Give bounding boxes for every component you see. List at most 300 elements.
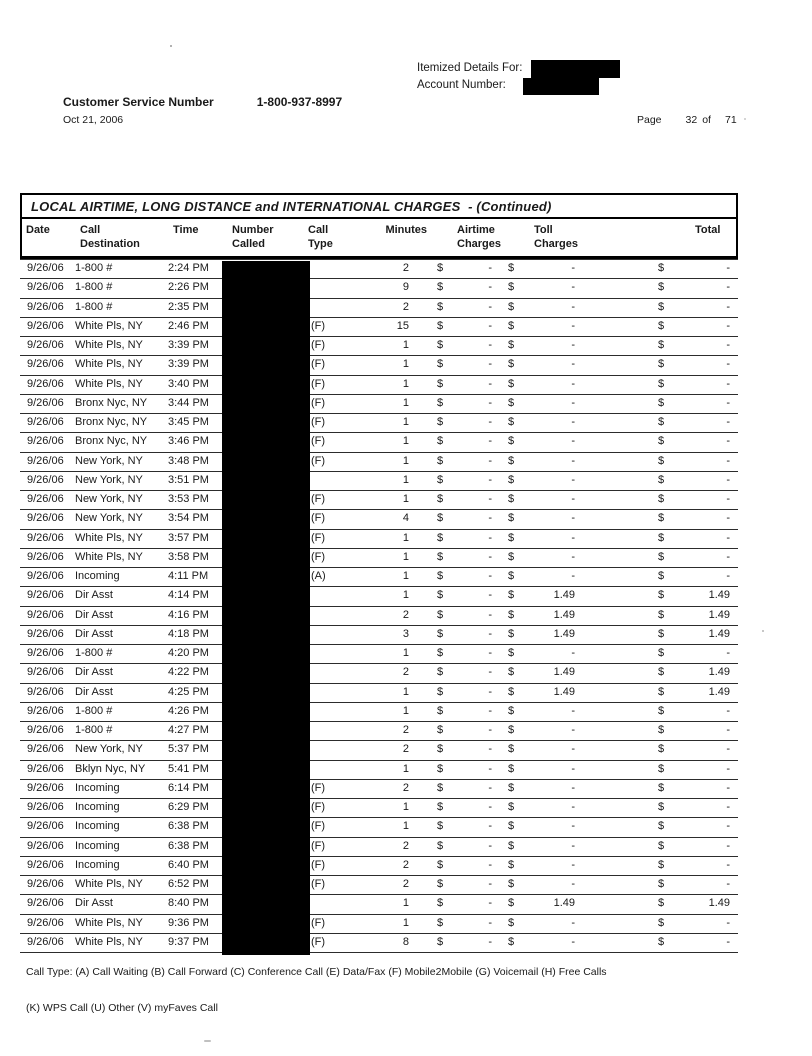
cell-date: 9/26/06 <box>27 319 64 332</box>
cell-minutes: 2 <box>402 300 409 313</box>
cell-date: 9/26/06 <box>27 820 64 833</box>
table-row <box>20 645 738 664</box>
page-number: 32 <box>685 114 698 126</box>
page-indicator <box>637 114 737 126</box>
table-row <box>20 761 738 780</box>
cell-toll-charges: $ 1.49 <box>508 627 575 640</box>
cell-time: 3:39 PM <box>168 358 209 371</box>
cell-time: 5:41 PM <box>168 762 209 775</box>
cell-call-type: (A) <box>311 570 326 582</box>
cell-airtime-charges: $ - <box>437 801 492 813</box>
cell-call-type: (F) <box>311 550 326 563</box>
cell-time: 2:26 PM <box>168 281 209 294</box>
cell-destination: New York, NY <box>75 454 143 467</box>
cell-time: 8:40 PM <box>168 897 209 910</box>
cell-destination: 1-800 # <box>75 300 113 313</box>
customer-service-label: Customer Service Number <box>63 95 214 109</box>
cell-date: 9/26/06 <box>27 339 64 351</box>
cell-minutes: 1 <box>402 435 409 448</box>
cell-time: 4:16 PM <box>168 608 209 621</box>
cell-date: 9/26/06 <box>27 358 64 371</box>
cell-total: $ - <box>658 801 730 813</box>
cell-destination: 1-800 # <box>75 704 113 717</box>
cell-call-type: (F) <box>311 878 326 890</box>
cell-airtime-charges: $ - <box>437 416 492 428</box>
cell-date: 9/26/06 <box>27 435 64 448</box>
cell-toll-charges: $ - <box>508 473 575 486</box>
cell-call-type: (F) <box>311 339 326 351</box>
redaction-account-number <box>523 78 599 95</box>
cell-toll-charges: $ - <box>508 743 575 756</box>
cell-time: 2:46 PM <box>168 319 209 332</box>
cell-destination: Bronx Nyc, NY <box>75 416 148 428</box>
cell-airtime-charges: $ - <box>437 493 492 505</box>
cell-destination: New York, NY <box>75 512 143 525</box>
cell-toll-charges: $ - <box>508 570 575 582</box>
cell-destination: Dir Asst <box>75 666 113 679</box>
cell-toll-charges: $ - <box>508 647 575 659</box>
itemized-details-block <box>417 60 522 94</box>
cell-destination: Bronx Nyc, NY <box>75 396 148 409</box>
cell-total: $ - <box>658 743 730 756</box>
cell-minutes: 2 <box>402 608 409 621</box>
cell-minutes: 2 <box>402 858 409 871</box>
cell-airtime-charges: $ - <box>437 858 492 871</box>
table-row <box>20 279 738 298</box>
account-number-label: Account Number: <box>417 79 506 91</box>
table-row <box>20 799 738 818</box>
cell-destination: Dir Asst <box>75 897 113 910</box>
customer-service-number: 1-800-937-8997 <box>256 95 343 109</box>
cell-destination: White Pls, NY <box>75 377 143 390</box>
cell-date: 9/26/06 <box>27 473 64 486</box>
cell-minutes: 2 <box>402 743 409 756</box>
table-title: LOCAL AIRTIME, LONG DISTANCE and INTERNATIONAL CHARGES - (Continued) <box>20 193 738 219</box>
cell-airtime-charges: $ - <box>437 897 492 910</box>
scan-artifact <box>762 630 764 632</box>
statement-date: Oct 21, 2006 <box>63 114 124 126</box>
cell-minutes: 1 <box>402 416 409 428</box>
cell-destination: Incoming <box>75 570 120 582</box>
cell-time: 5:37 PM <box>168 743 209 756</box>
cell-total: $ - <box>658 724 730 736</box>
cell-destination: Bronx Nyc, NY <box>75 435 148 448</box>
cell-time: 9:36 PM <box>168 916 209 929</box>
scan-artifact <box>204 1040 211 1042</box>
table-row <box>20 414 738 433</box>
cell-destination: Incoming <box>75 839 120 852</box>
table-row <box>20 664 738 683</box>
charges-table <box>20 193 738 953</box>
cell-airtime-charges: $ - <box>437 339 492 351</box>
cell-time: 3:39 PM <box>168 339 209 351</box>
itemized-for-label: Itemized Details For: <box>417 62 523 74</box>
cell-date: 9/26/06 <box>27 743 64 756</box>
cell-destination: White Pls, NY <box>75 358 143 371</box>
cell-minutes: 1 <box>402 358 409 371</box>
col-header-time: Time <box>173 224 199 236</box>
table-row <box>20 549 738 568</box>
cell-date: 9/26/06 <box>27 262 64 274</box>
cell-total: $ - <box>658 454 730 467</box>
cell-airtime-charges: $ - <box>437 473 492 486</box>
cell-call-type: (F) <box>311 512 326 525</box>
cell-minutes: 1 <box>402 685 409 698</box>
cell-total: $ - <box>658 839 730 852</box>
cell-total: $ - <box>658 339 730 351</box>
col-header-toll-charges: Toll Charges <box>534 224 579 250</box>
cell-call-type: (F) <box>311 416 326 428</box>
cell-date: 9/26/06 <box>27 704 64 717</box>
cell-time: 3:57 PM <box>168 531 209 544</box>
cell-toll-charges: $ - <box>508 281 575 294</box>
table-row <box>20 780 738 799</box>
cell-airtime-charges: $ - <box>437 531 492 544</box>
call-rows <box>20 259 738 953</box>
cell-total: $ - <box>658 781 730 794</box>
cell-airtime-charges: $ - <box>437 666 492 679</box>
cell-time: 4:14 PM <box>168 589 209 602</box>
cell-destination: Incoming <box>75 820 120 833</box>
cell-toll-charges: $ 1.49 <box>508 685 575 698</box>
cell-toll-charges: $ - <box>508 839 575 852</box>
page-of-label: of <box>702 114 711 126</box>
cell-destination: Dir Asst <box>75 589 113 602</box>
cell-date: 9/26/06 <box>27 935 64 948</box>
scan-artifact <box>170 45 172 47</box>
cell-total: $ 1.49 <box>658 589 730 602</box>
cell-date: 9/26/06 <box>27 300 64 313</box>
cell-toll-charges: $ - <box>508 724 575 736</box>
cell-airtime-charges: $ - <box>437 300 492 313</box>
cell-airtime-charges: $ - <box>437 935 492 948</box>
cell-total: $ 1.49 <box>658 897 730 910</box>
col-header-total: Total <box>695 224 721 236</box>
cell-toll-charges: $ 1.49 <box>508 666 575 679</box>
cell-destination: White Pls, NY <box>75 531 143 544</box>
cell-toll-charges: $ - <box>508 878 575 890</box>
cell-total: $ 1.49 <box>658 608 730 621</box>
cell-airtime-charges: $ - <box>437 281 492 294</box>
cell-total: $ - <box>658 416 730 428</box>
cell-toll-charges: $ 1.49 <box>508 589 575 602</box>
cell-airtime-charges: $ - <box>437 839 492 852</box>
cell-minutes: 2 <box>402 781 409 794</box>
table-row <box>20 491 738 510</box>
cell-date: 9/26/06 <box>27 762 64 775</box>
table-row <box>20 722 738 741</box>
cell-minutes: 9 <box>402 281 409 294</box>
cell-toll-charges: $ - <box>508 396 575 409</box>
cell-airtime-charges: $ - <box>437 319 492 332</box>
cell-minutes: 8 <box>402 935 409 948</box>
cell-toll-charges: $ - <box>508 319 575 332</box>
call-type-legend-line1: Call Type: (A) Call Waiting (B) Call Forward (C) Conference Call (E) Data/Fax (F) Mobile2Mobile (G) Voicemail (H) Free Calls <box>26 966 607 978</box>
cell-airtime-charges: $ - <box>437 589 492 602</box>
cell-time: 4:20 PM <box>168 647 209 659</box>
table-row <box>20 915 738 934</box>
cell-airtime-charges: $ - <box>437 570 492 582</box>
cell-airtime-charges: $ - <box>437 762 492 775</box>
cell-time: 3:51 PM <box>168 473 209 486</box>
cell-time: 3:48 PM <box>168 454 209 467</box>
cell-date: 9/26/06 <box>27 916 64 929</box>
redaction-customer-name <box>531 60 620 78</box>
redaction-numbers-called <box>222 261 310 955</box>
cell-time: 3:54 PM <box>168 512 209 525</box>
cell-date: 9/26/06 <box>27 493 64 505</box>
cell-time: 2:35 PM <box>168 300 209 313</box>
cell-total: $ - <box>658 512 730 525</box>
cell-call-type: (F) <box>311 358 326 371</box>
cell-total: $ - <box>658 493 730 505</box>
cell-total: $ - <box>658 935 730 948</box>
cell-minutes: 1 <box>402 531 409 544</box>
cell-toll-charges: $ - <box>508 801 575 813</box>
cell-date: 9/26/06 <box>27 281 64 294</box>
cell-destination: 1-800 # <box>75 281 113 294</box>
cell-toll-charges: $ - <box>508 300 575 313</box>
cell-date: 9/26/06 <box>27 801 64 813</box>
cell-airtime-charges: $ - <box>437 820 492 833</box>
cell-minutes: 2 <box>402 262 409 274</box>
cell-time: 4:27 PM <box>168 724 209 736</box>
table-row <box>20 838 738 857</box>
cell-call-type: (F) <box>311 858 326 871</box>
cell-date: 9/26/06 <box>27 858 64 871</box>
cell-airtime-charges: $ - <box>437 377 492 390</box>
cell-date: 9/26/06 <box>27 396 64 409</box>
cell-minutes: 1 <box>402 589 409 602</box>
cell-date: 9/26/06 <box>27 666 64 679</box>
cell-minutes: 1 <box>402 454 409 467</box>
cell-total: $ - <box>658 281 730 294</box>
cell-total: $ - <box>658 319 730 332</box>
cell-airtime-charges: $ - <box>437 512 492 525</box>
cell-call-type: (F) <box>311 801 326 813</box>
cell-time: 4:26 PM <box>168 704 209 717</box>
cell-time: 4:25 PM <box>168 685 209 698</box>
cell-airtime-charges: $ - <box>437 358 492 371</box>
cell-total: $ - <box>658 300 730 313</box>
cell-time: 4:22 PM <box>168 666 209 679</box>
cell-toll-charges: $ - <box>508 762 575 775</box>
cell-total: $ - <box>658 647 730 659</box>
cell-time: 6:38 PM <box>168 839 209 852</box>
cell-call-type: (F) <box>311 531 326 544</box>
cell-total: $ 1.49 <box>658 685 730 698</box>
table-row <box>20 876 738 895</box>
cell-toll-charges: $ - <box>508 358 575 371</box>
table-row <box>20 260 738 279</box>
table-row <box>20 607 738 626</box>
cell-time: 3:40 PM <box>168 377 209 390</box>
cell-destination: Dir Asst <box>75 627 113 640</box>
table-row <box>20 587 738 606</box>
cell-call-type: (F) <box>311 916 326 929</box>
cell-airtime-charges: $ - <box>437 916 492 929</box>
cell-minutes: 1 <box>402 916 409 929</box>
cell-airtime-charges: $ - <box>437 262 492 274</box>
cell-time: 6:14 PM <box>168 781 209 794</box>
cell-date: 9/26/06 <box>27 570 64 582</box>
cell-date: 9/26/06 <box>27 839 64 852</box>
cell-toll-charges: $ - <box>508 531 575 544</box>
table-row <box>20 530 738 549</box>
cell-destination: New York, NY <box>75 743 143 756</box>
cell-call-type: (F) <box>311 781 326 794</box>
cell-toll-charges: $ - <box>508 820 575 833</box>
cell-minutes: 1 <box>402 801 409 813</box>
table-row <box>20 472 738 491</box>
cell-date: 9/26/06 <box>27 878 64 890</box>
cell-destination: White Pls, NY <box>75 319 143 332</box>
cell-call-type: (F) <box>311 935 326 948</box>
cell-date: 9/26/06 <box>27 531 64 544</box>
table-row <box>20 934 738 953</box>
cell-date: 9/26/06 <box>27 724 64 736</box>
table-row <box>20 433 738 452</box>
cell-airtime-charges: $ - <box>437 704 492 717</box>
col-header-airtime-charges: Airtime Charges <box>457 224 502 250</box>
cell-airtime-charges: $ - <box>437 685 492 698</box>
cell-call-type: (F) <box>311 839 326 852</box>
cell-date: 9/26/06 <box>27 454 64 467</box>
cell-toll-charges: $ - <box>508 262 575 274</box>
cell-total: $ - <box>658 531 730 544</box>
cell-minutes: 15 <box>396 319 409 332</box>
cell-call-type: (F) <box>311 435 326 448</box>
cell-date: 9/26/06 <box>27 608 64 621</box>
cell-destination: 1-800 # <box>75 724 113 736</box>
cell-time: 2:24 PM <box>168 262 209 274</box>
cell-destination: White Pls, NY <box>75 339 143 351</box>
cell-minutes: 1 <box>402 396 409 409</box>
cell-toll-charges: $ - <box>508 435 575 448</box>
table-row <box>20 453 738 472</box>
cell-total: $ - <box>658 570 730 582</box>
table-row <box>20 510 738 529</box>
page-label: Page <box>637 114 662 126</box>
table-row <box>20 741 738 760</box>
cell-airtime-charges: $ - <box>437 743 492 756</box>
cell-destination: 1-800 # <box>75 262 113 274</box>
table-row <box>20 568 738 587</box>
cell-airtime-charges: $ - <box>437 724 492 736</box>
table-header-row <box>20 219 738 259</box>
cell-date: 9/26/06 <box>27 685 64 698</box>
cell-minutes: 4 <box>402 512 409 525</box>
cell-toll-charges: $ - <box>508 339 575 351</box>
cell-total: $ - <box>658 878 730 890</box>
cell-minutes: 3 <box>402 627 409 640</box>
cell-toll-charges: $ - <box>508 916 575 929</box>
cell-date: 9/26/06 <box>27 416 64 428</box>
cell-destination: White Pls, NY <box>75 878 143 890</box>
cell-destination: Incoming <box>75 781 120 794</box>
table-row <box>20 703 738 722</box>
cell-time: 4:11 PM <box>168 570 209 582</box>
cell-call-type: (F) <box>311 377 326 390</box>
cell-total: $ - <box>658 820 730 833</box>
table-row <box>20 356 738 375</box>
cell-toll-charges: $ - <box>508 550 575 563</box>
cell-minutes: 1 <box>402 762 409 775</box>
cell-date: 9/26/06 <box>27 377 64 390</box>
cell-destination: Dir Asst <box>75 685 113 698</box>
cell-call-type: (F) <box>311 319 326 332</box>
scan-artifact <box>744 118 746 120</box>
cell-destination: Dir Asst <box>75 608 113 621</box>
table-row <box>20 684 738 703</box>
cell-time: 3:44 PM <box>168 396 209 409</box>
cell-time: 9:37 PM <box>168 935 209 948</box>
cell-minutes: 2 <box>402 878 409 890</box>
cell-call-type: (F) <box>311 454 326 467</box>
table-row <box>20 299 738 318</box>
cell-total: $ - <box>658 377 730 390</box>
cell-toll-charges: $ 1.49 <box>508 608 575 621</box>
col-header-minutes: Minutes <box>385 224 427 236</box>
table-row <box>20 895 738 914</box>
cell-call-type: (F) <box>311 396 326 409</box>
cell-destination: White Pls, NY <box>75 550 143 563</box>
cell-total: $ - <box>658 550 730 563</box>
cell-minutes: 1 <box>402 550 409 563</box>
cell-destination: New York, NY <box>75 493 143 505</box>
cell-date: 9/26/06 <box>27 512 64 525</box>
table-row <box>20 818 738 837</box>
cell-date: 9/26/06 <box>27 781 64 794</box>
cell-time: 6:29 PM <box>168 801 209 813</box>
cell-minutes: 1 <box>402 647 409 659</box>
cell-time: 4:18 PM <box>168 627 209 640</box>
cell-toll-charges: $ - <box>508 935 575 948</box>
cell-airtime-charges: $ - <box>437 627 492 640</box>
cell-minutes: 2 <box>402 839 409 852</box>
cell-time: 3:58 PM <box>168 550 209 563</box>
cell-toll-charges: $ - <box>508 858 575 871</box>
cell-minutes: 1 <box>402 493 409 505</box>
cell-minutes: 1 <box>402 339 409 351</box>
table-row <box>20 318 738 337</box>
col-header-call-destination: Call Destination <box>80 224 140 250</box>
cell-total: $ - <box>658 704 730 717</box>
cell-total: $ 1.49 <box>658 627 730 640</box>
cell-destination: Bklyn Nyc, NY <box>75 762 146 775</box>
cell-minutes: 1 <box>402 570 409 582</box>
cell-airtime-charges: $ - <box>437 396 492 409</box>
cell-destination: White Pls, NY <box>75 916 143 929</box>
cell-destination: White Pls, NY <box>75 935 143 948</box>
customer-service-line <box>63 95 342 109</box>
cell-toll-charges: $ - <box>508 493 575 505</box>
call-type-legend-line2: (K) WPS Call (U) Other (V) myFaves Call <box>26 1002 218 1014</box>
table-row <box>20 395 738 414</box>
table-row <box>20 626 738 645</box>
cell-minutes: 1 <box>402 704 409 717</box>
cell-time: 6:52 PM <box>168 878 209 890</box>
cell-date: 9/26/06 <box>27 589 64 602</box>
cell-minutes: 1 <box>402 820 409 833</box>
cell-toll-charges: $ - <box>508 512 575 525</box>
cell-toll-charges: $ - <box>508 781 575 794</box>
cell-date: 9/26/06 <box>27 550 64 563</box>
cell-toll-charges: $ - <box>508 416 575 428</box>
cell-toll-charges: $ 1.49 <box>508 897 575 910</box>
cell-total: $ - <box>658 262 730 274</box>
cell-airtime-charges: $ - <box>437 435 492 448</box>
